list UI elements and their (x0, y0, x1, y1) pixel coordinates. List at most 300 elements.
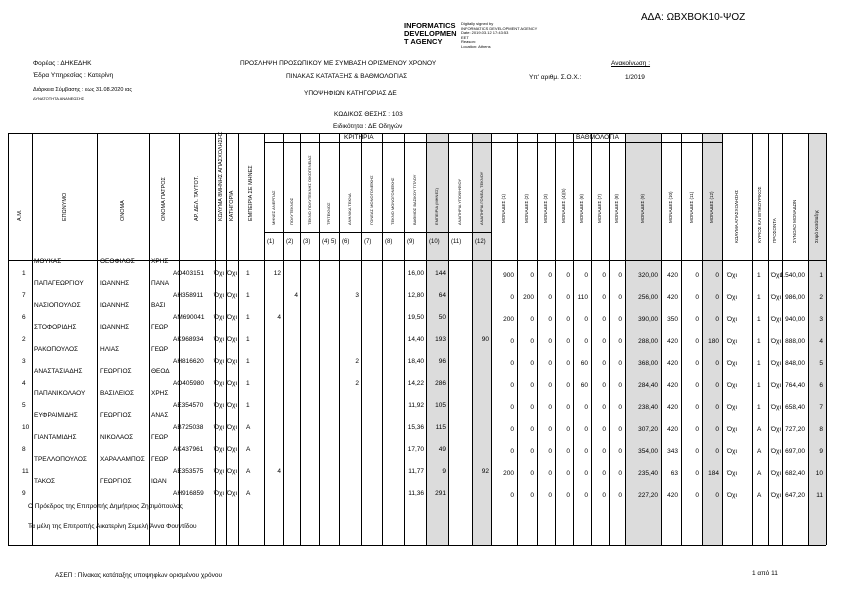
score-value: 0 (566, 492, 570, 499)
kolyma-status: Όχι (727, 426, 737, 433)
kyrios-status: Α (757, 470, 762, 477)
id-card: ΑΟ405980 (173, 380, 204, 387)
criteria-num-border (264, 232, 491, 233)
score-value: 0 (530, 426, 534, 433)
criteria-value: 12,80 (407, 292, 424, 299)
rank: 1 (819, 272, 823, 279)
score-value: 0 (618, 470, 622, 477)
column-divider (238, 133, 239, 545)
kolyma: Όχι (214, 336, 224, 343)
score-value: 0 (566, 294, 570, 301)
column-divider (264, 133, 265, 545)
am: 8 (22, 446, 26, 453)
score-value: 0 (602, 492, 606, 499)
father-name: ΧΡΗΣ (151, 258, 169, 265)
score-value: 0 (530, 382, 534, 389)
criteria-value: 105 (435, 402, 446, 409)
criteria-value: 96 (438, 358, 446, 365)
kyrios-status: 1 (757, 360, 761, 367)
id-card: ΑΜ690041 (173, 314, 205, 321)
criteria-header: ΠΟΛΥΤΕΚΝΟΣ (288, 197, 294, 225)
criteria-value: 19,50 (407, 314, 424, 321)
father-name: ΑΝΑΣ (151, 412, 169, 419)
criteria-header: ΑΝΗΛΙΚΑ ΤΕΚΝΑ (347, 193, 352, 225)
katigoria: Όχι (227, 402, 237, 409)
score-value: 0 (618, 382, 622, 389)
score-value: 200 (503, 470, 514, 477)
score-value: 110 (577, 294, 588, 301)
prosonta-status: Όχι (771, 360, 781, 367)
katigoria: Όχι (227, 270, 237, 277)
prosonta-status: Όχι (771, 294, 781, 301)
table-bottom-border (8, 545, 826, 546)
announcement-no: 1/2019 (625, 74, 645, 81)
score-value: 63 (670, 470, 678, 477)
score-value: 0 (715, 382, 719, 389)
father-name: ΘΕΟΔ (151, 368, 170, 375)
surname: ΠΑΠΑΓΕΩΡΓΙΟΥ (34, 280, 84, 287)
column-divider (808, 133, 809, 545)
rank: 9 (819, 448, 823, 455)
column-divider (609, 133, 610, 545)
prosonta-status: Όχι (771, 338, 781, 345)
column-divider (426, 133, 427, 545)
score-value: 350 (667, 316, 678, 323)
ada-code: ΑΔΑ: ΩΒΧΒΟΚ10-ΨΟΖ (641, 12, 746, 23)
criteria-value: 286 (435, 380, 446, 387)
katigoria: Όχι (227, 380, 237, 387)
surname: ΤΡΕΛΛΟΠΟΥΛΟΣ (34, 456, 87, 463)
prosonta-status: Όχι (771, 382, 781, 389)
kolyma-status: Όχι (727, 382, 737, 389)
criteria-header: ΓΟΝΕΑΣ ΜΟΝΟΓΟΝΕΪΚΗΣ (368, 175, 374, 225)
father-name: ΠΑΝΑ (151, 280, 170, 287)
signature-org: INFORMATICS DEVELOPMEN T AGENCY (404, 21, 457, 46)
tail-header: ΚΥΡΙΟΣ ΚΑΙ ΕΠΙΚΟΥΡΙΚΟΣ (757, 186, 762, 243)
score-value: 420 (667, 338, 678, 345)
shaded-column (808, 133, 826, 545)
first-name: ΓΕΩΡΓΙΟΣ (100, 368, 132, 375)
score-value: 420 (667, 492, 678, 499)
score-value: 200 (523, 294, 534, 301)
score-value: 0 (695, 338, 699, 345)
total-points: 848,00 (785, 360, 805, 367)
score-header: ΜΟΝΑΔΕΣ (2) (524, 193, 529, 223)
total-points: 764,40 (785, 382, 805, 389)
criteria-header: ΜΗΝΕΣ ΑΝΕΡΓΙΑΣ (270, 190, 276, 225)
score-header: ΜΟΝΑΔΕΣ (10) (668, 191, 673, 223)
criteria-header: ΑΝΑΠΗΡΙΑ ΥΠΟΨΗΦΙΟΥ (457, 178, 462, 225)
kolyma: Όχι (214, 292, 224, 299)
kolyma-status: Όχι (727, 492, 737, 499)
score-value: 0 (530, 470, 534, 477)
score-value: 0 (548, 448, 552, 455)
father-name: ΓΕΩΡ (151, 456, 169, 463)
score-header: ΜΟΝΑΔΕΣ (3) (543, 193, 548, 223)
score-value: 0 (602, 338, 606, 345)
criteria-value: 17,70 (407, 446, 424, 453)
score-value: 320,00 (638, 272, 658, 279)
katigoria: Όχι (227, 490, 237, 497)
score-value: 235,40 (638, 470, 658, 477)
kyrios-status: Α (757, 492, 762, 499)
title-line-1: ΠΡΟΣΛΗΨΗ ΠΡΟΣΩΠΙΚΟΥ ΜΕ ΣΥΜΒΑΣΗ ΟΡΙΣΜΕΝΟΥ ΧΡΟΝΟΥ (240, 60, 437, 67)
score-header: ΜΟΝΑΔΕΣ (8) (614, 193, 619, 223)
tail-header: ΣΥΝΟΛΟ ΜΟΝΑΔΩΝ (792, 199, 797, 243)
column-divider (448, 133, 449, 545)
score-value: 0 (530, 360, 534, 367)
column-header: ΟΝΟΜΑ ΠΑΤΡΟΣ (161, 177, 167, 221)
id-card: ΑΗ916859 (173, 490, 204, 497)
am: 1 (22, 270, 26, 277)
am: 6 (22, 314, 26, 321)
criteria-number: (2) (286, 239, 294, 245)
father-name: ΙΩΑΝ (151, 478, 167, 485)
id-card: ΑΚ968934 (173, 336, 204, 343)
column-divider (319, 133, 320, 545)
kyrios-status: 1 (757, 382, 761, 389)
score-value: 0 (584, 426, 588, 433)
score-value: 0 (715, 404, 719, 411)
score-value: 420 (667, 404, 678, 411)
score-header: ΜΟΝΑΔΕΣ (9) (640, 193, 645, 223)
kolyma: Όχι (214, 446, 224, 453)
score-value: 0 (548, 382, 552, 389)
score-value: 0 (602, 426, 606, 433)
score-value: 0 (584, 404, 588, 411)
criteria-value: 15,36 (407, 424, 424, 431)
score-value: 0 (548, 338, 552, 345)
empeiria: 1 (246, 292, 250, 299)
score-header: ΜΟΝΑΔΕΣ (11) (688, 191, 694, 223)
am: 10 (22, 424, 30, 431)
score-value: 0 (618, 338, 622, 345)
criteria-number: (12) (475, 239, 486, 245)
score-value: 0 (584, 272, 588, 279)
score-value: 368,00 (638, 360, 658, 367)
signature-details: Digitally signed by INFORMATICS DEVELOPMENT AGENCY Date: 2019.03.12 17:43:53 EET Reason: Location: Athens (461, 21, 538, 49)
score-value: 0 (695, 382, 699, 389)
score-value: 0 (548, 492, 552, 499)
score-value: 0 (530, 492, 534, 499)
score-value: 0 (715, 316, 719, 323)
katigoria: Όχι (227, 446, 237, 453)
total-points: 647,20 (785, 492, 805, 499)
total-points: 888,00 (785, 338, 805, 345)
score-value: 307,20 (638, 426, 658, 433)
committee-president: Ο Πρόεδρος της Επιτροπής Δημήτριος Ζησιμόπουλος (28, 503, 183, 510)
column-divider (625, 133, 626, 545)
first-name: ΗΛΙΑΣ (100, 346, 120, 353)
surname: ΓΙΑΝΤΑΜΙΔΗΣ (34, 434, 77, 441)
kolyma: Όχι (214, 490, 224, 497)
criteria-header: ΕΜΠΕΙΡΙΑ (ΜΗΝΕΣ) (434, 188, 439, 225)
score-value: 0 (715, 360, 719, 367)
criteria-header: ΤΕΚΝΟ ΜΟΝΟΓΟΝΕΪΚΗΣ (390, 177, 395, 225)
score-value: 0 (695, 272, 699, 279)
kolyma: Όχι (214, 424, 224, 431)
rank: 3 (819, 316, 823, 323)
first-name: ΧΑΡΑΛΑΜΠΟΣ (100, 456, 145, 463)
empeiria: 1 (246, 336, 250, 343)
criteria-group-header: ΚΡΙΤΗΡΙΑ (344, 134, 374, 141)
score-value: 60 (580, 382, 588, 389)
rank: 8 (819, 426, 823, 433)
column-divider (573, 133, 574, 545)
kolyma: Όχι (214, 270, 224, 277)
score-value: 0 (618, 294, 622, 301)
empeiria: 1 (246, 380, 250, 387)
score-value: 0 (715, 448, 719, 455)
score-value: 256,00 (638, 294, 658, 301)
score-value: 0 (584, 492, 588, 499)
score-value: 0 (602, 382, 606, 389)
specialty: Ειδικότητα : ΔΕ Οδηγών (333, 123, 403, 130)
column-divider (591, 133, 592, 545)
score-value: 0 (618, 448, 622, 455)
empeiria: 1 (246, 270, 250, 277)
score-value: 0 (695, 448, 699, 455)
score-value: 0 (695, 316, 699, 323)
score-value: 0 (530, 338, 534, 345)
score-value: 0 (566, 404, 570, 411)
rank: 10 (815, 470, 823, 477)
kyrios-status: 1 (757, 316, 761, 323)
position-code: ΚΩΔΙΚΟΣ ΘΕΣΗΣ : 103 (334, 111, 403, 118)
column-divider (752, 133, 753, 545)
score-value: 420 (667, 294, 678, 301)
score-value: 0 (510, 492, 514, 499)
document-label: ΑΣΕΠ : Πίνακας κατάταξης υποψηφίων ορισμένου χρόνου (55, 572, 223, 579)
score-value: 0 (584, 448, 588, 455)
total-points: 682,40 (785, 470, 805, 477)
score-value: 288,00 (638, 338, 658, 345)
score-value: 0 (618, 404, 622, 411)
score-value: 0 (548, 316, 552, 323)
score-value: 0 (695, 470, 699, 477)
score-value: 0 (510, 448, 514, 455)
father-name: ΧΡΗΣ (151, 390, 169, 397)
father-name: ΓΕΩΡ (151, 434, 169, 441)
kyrios-status: 1 (757, 404, 761, 411)
tail-header: ΚΩΛΥΜΑ ΑΠΑΣΧΟΛΗΣΗΣ (734, 189, 739, 243)
score-value: 0 (618, 360, 622, 367)
scoring-group-header: ΒΑΘΜΟΛΟΓΙΑ (576, 134, 619, 141)
surname: ΑΝΑΣΤΑΣΙΑΔΗΣ (34, 368, 83, 375)
kyrios-status: 1 (757, 272, 761, 279)
criteria-value: 193 (435, 336, 446, 343)
total-points: 658,40 (785, 404, 805, 411)
first-name: ΘΕΟΦΙΛΟΣ (100, 258, 135, 265)
criteria-header: ΤΕΚΝΟ ΠΟΛΥΤΕΚΝΗΣ ΟΙΚΟΓΕΝΕΙΑΣ (306, 155, 312, 225)
column-divider (32, 133, 33, 545)
am: 4 (22, 380, 26, 387)
criteria-number: (3) (303, 239, 311, 245)
surname: ΤΑΚΟΣ (34, 478, 56, 485)
column-divider (339, 133, 340, 545)
score-value: 0 (584, 470, 588, 477)
score-value: 0 (695, 404, 699, 411)
column-divider (472, 133, 473, 545)
score-value: 0 (602, 294, 606, 301)
empeiria: Α (246, 424, 251, 431)
score-value: 0 (510, 294, 514, 301)
id-card: ΑΕ354570 (173, 402, 204, 409)
score-header: ΜΟΝΑΔΕΣ (7) (597, 193, 602, 223)
score-value: 180 (708, 338, 719, 345)
first-name: ΙΩΑΝΝΗΣ (100, 280, 130, 287)
first-name: ΙΩΑΝΝΗΣ (100, 302, 130, 309)
score-header: ΜΟΝΑΔΕΣ (12) (709, 191, 714, 223)
score-value: 0 (566, 272, 570, 279)
column-divider (661, 133, 662, 545)
criteria-value: 4 (277, 468, 281, 475)
score-value: 900 (503, 272, 514, 279)
committee-members: Τα μέλη της Επιτροπής Αικατερίνη Σεμελή Άννα Φουντίδου (28, 523, 197, 530)
katigoria: Όχι (227, 468, 237, 475)
column-header: ΚΩΛΥΜΑ 8ΜΗΝΗΣ ΑΠΑΣΧΟΛΗΣΗΣ (217, 131, 224, 221)
score-value: 0 (715, 426, 719, 433)
criteria-value: 4 (277, 314, 281, 321)
score-value: 0 (584, 316, 588, 323)
score-value: 0 (548, 404, 552, 411)
score-value: 200 (503, 316, 514, 323)
score-value: 0 (695, 426, 699, 433)
score-value: 0 (618, 272, 622, 279)
score-value: 0 (618, 316, 622, 323)
tail-header: Σειρά Κατάταξης (814, 209, 819, 243)
rank: 7 (819, 404, 823, 411)
score-value: 227,20 (638, 492, 658, 499)
score-value: 0 (530, 448, 534, 455)
score-value: 0 (510, 360, 514, 367)
score-value: 343 (667, 448, 678, 455)
id-card: ΑΒ725038 (173, 424, 204, 431)
criteria-value: 16,00 (407, 270, 424, 277)
column-divider (283, 133, 284, 545)
score-header: ΜΟΝΑΔΕΣ (1) (501, 193, 506, 223)
prosonta-status: Όχι (771, 470, 781, 477)
katigoria: Όχι (227, 424, 237, 431)
kolyma: Όχι (214, 468, 224, 475)
total-points: 697,00 (785, 448, 805, 455)
score-value: 0 (530, 404, 534, 411)
total-points: 940,00 (785, 316, 805, 323)
announcement-no-label: Υπ' αριθμ. Σ.Ο.Χ.: (529, 74, 582, 81)
criteria-value: 2 (355, 358, 359, 365)
rank: 5 (819, 360, 823, 367)
column-header: ΟΝΟΜΑ (120, 200, 126, 221)
kolyma-status: Όχι (727, 316, 737, 323)
score-value: 354,00 (638, 448, 658, 455)
katigoria: Όχι (227, 292, 237, 299)
column-divider (681, 133, 682, 545)
rank: 6 (819, 382, 823, 389)
kolyma-status: Όχι (727, 294, 737, 301)
am: 11 (22, 468, 29, 475)
kolyma: Όχι (214, 358, 224, 365)
am: 7 (22, 292, 26, 299)
kolyma-status: Όχι (727, 360, 737, 367)
criteria-header: ΒΑΘΜΟΣ ΒΑΣΙΚΟΥ ΤΙΤΛΟΥ (412, 174, 417, 225)
criteria-value: 12 (273, 270, 281, 277)
am: 3 (22, 358, 26, 365)
tail-header: ΠΡΟΣΟΝΤΑ (772, 218, 777, 243)
column-divider (702, 133, 703, 545)
criteria-value: 291 (435, 490, 446, 497)
score-value: 390,00 (638, 316, 658, 323)
id-card: ΑΚ437961 (173, 446, 204, 453)
column-divider (361, 133, 362, 545)
score-value: 0 (618, 492, 622, 499)
score-value: 0 (548, 360, 552, 367)
score-value: 0 (602, 316, 606, 323)
am: 5 (22, 402, 26, 409)
criteria-value: 64 (438, 292, 446, 299)
surname: ΕΥΦΡΑΙΜΙΔΗΣ (34, 412, 78, 419)
score-value: 0 (584, 338, 588, 345)
column-divider (382, 133, 383, 545)
score-value: 420 (667, 382, 678, 389)
id-card: ΑΕ353575 (173, 468, 204, 475)
foreas: Φορέας : ΔΗΚΕΔΗΚ (33, 60, 92, 67)
column-divider (555, 133, 556, 545)
title-line-3: ΥΠΟΨΗΦΙΩΝ ΚΑΤΗΓΟΡΙΑΣ ΔΕ (304, 90, 397, 97)
criteria-value: 115 (435, 424, 446, 431)
surname: ΡΑΚΟΠΟΥΛΟΣ (34, 346, 79, 353)
score-value: 0 (602, 448, 606, 455)
score-value: 0 (695, 492, 699, 499)
score-value: 0 (566, 338, 570, 345)
score-value: 0 (715, 492, 719, 499)
column-divider (517, 133, 518, 545)
score-value: 0 (530, 272, 534, 279)
empeiria: 1 (246, 402, 250, 409)
diarkeia: Διάρκεια Σύμβασης : εως 31.08.2020 ιας (33, 87, 132, 93)
criteria-value: 144 (435, 270, 446, 277)
katigoria: Όχι (227, 314, 237, 321)
id-card: ΑΟ403151 (173, 270, 204, 277)
empeiria: 1 (246, 358, 250, 365)
column-divider (300, 133, 301, 545)
total-points: 986,00 (785, 294, 805, 301)
score-value: 284,40 (638, 382, 658, 389)
am: 9 (22, 490, 26, 497)
score-value: 0 (695, 294, 699, 301)
kolyma-status: Όχι (727, 272, 737, 279)
surname: ΠΑΠΑΝΙΚΟΛΑΟΥ (34, 390, 86, 397)
column-header: ΚΑΤΗΓΟΡΙΑ (229, 190, 235, 221)
score-value: 0 (715, 272, 719, 279)
criteria-number: (4) 5) (322, 239, 337, 245)
kolyma-status: Όχι (727, 448, 737, 455)
criteria-value: 90 (481, 336, 489, 343)
column-divider (768, 133, 769, 545)
score-header: ΜΟΝΑΔΕΣ (4)(5) (561, 188, 566, 223)
kolyma-status: Όχι (727, 404, 737, 411)
criteria-number: (7) (364, 239, 372, 245)
column-header: ΕΠΩΝΥΜΟ (61, 192, 68, 221)
am: 2 (22, 336, 26, 343)
score-value: 0 (566, 426, 570, 433)
score-value: 0 (566, 382, 570, 389)
score-value: 0 (530, 316, 534, 323)
score-value: 0 (548, 470, 552, 477)
criteria-value: 18,40 (407, 358, 424, 365)
score-value: 420 (667, 360, 678, 367)
page-number: 1 από 11 (752, 570, 778, 577)
criteria-value: 4 (294, 292, 298, 299)
